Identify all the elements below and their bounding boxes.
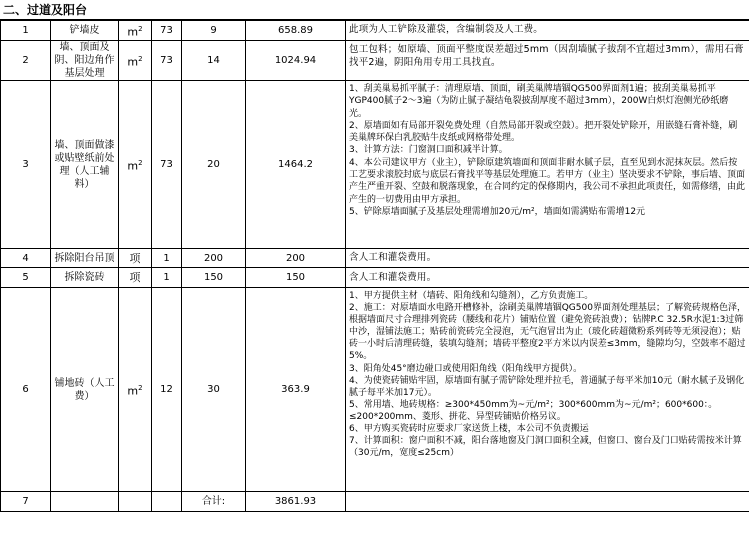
unit: m: [127, 159, 139, 173]
quantity: 12: [152, 288, 182, 492]
unit-superscript: 2: [138, 24, 143, 33]
item-name: [51, 492, 119, 512]
unit-price: 14: [182, 41, 246, 81]
description-line: 含人工和灌袋费用。: [349, 271, 437, 283]
row-number: 4: [1, 249, 51, 268]
unit: 项: [129, 271, 141, 284]
description-line: 5、铲除原墙面腻子及基层处理需增加20元/m²，墙面如需满贴布需增12元: [349, 206, 646, 217]
table-row: [1, 21, 749, 41]
unit: 项: [129, 251, 141, 265]
line-total: 363.9: [246, 288, 346, 492]
description-line: 4、为使瓷砖铺贴牢固，原墙面有腻子需铲除处理并拉毛，普通腻子每平米加10元（耐水腻子及钢化腻子每平米加17元）。: [349, 375, 745, 398]
total-label: 合计:: [182, 492, 246, 512]
row-number: 5: [1, 268, 51, 288]
line-total: 1024.94: [246, 41, 346, 81]
unit-superscript: 2: [138, 383, 143, 392]
grand-total: 3861.93: [246, 492, 346, 512]
section-title: 二、过道及阳台: [0, 0, 749, 20]
line-total: 150: [246, 268, 346, 288]
description: [346, 21, 749, 41]
unit-cell: [119, 249, 152, 268]
description-line: 包工包料；如原墙、顶面平整度误差超过5mm（因刮墙腻子拔刮不宜超过3mm），需用石膏找平2遍，阴阳角用专用工具找直。: [349, 44, 744, 69]
description: [346, 492, 749, 512]
row-number: 1: [1, 21, 51, 41]
quantity: 73: [152, 41, 182, 81]
quantity: [152, 492, 182, 512]
description: [346, 268, 749, 288]
row-number: 3: [1, 81, 51, 249]
unit: m: [127, 25, 139, 39]
unit: m: [127, 55, 139, 69]
quantity: 73: [152, 21, 182, 41]
description-line: 含人工和灌袋费用。: [349, 252, 437, 264]
description-line: 4、本公司建议甲方（业主），铲除原建筑墙面和顶面非耐水腻子层，直至见到水泥抹灰层。然后按工艺要求滚胶封底与底层石膏找平等基层处理施工。若甲方（业主）坚决要求不铲除，事后墙、顶面产生严重开裂、空鼓和脱落现象，在合同约定的保修期内，我公司不承担此项责任，如需修缮，由此产生的一切费用由甲方承担。: [349, 157, 746, 205]
description: [346, 41, 749, 81]
unit-superscript: 2: [138, 54, 143, 63]
description-line: 7、计算面积：窗户面积不减，阳台落地窗及门洞口面积全减，但窗口、窗台及门口贴砖需按米计算（30元/m，宽度≤25cm）: [349, 436, 742, 459]
table-row: [1, 492, 749, 512]
unit-cell: [119, 268, 152, 288]
description: [346, 81, 749, 249]
item-name: 墙、顶面及阴、阳边角作基层处理: [51, 41, 119, 81]
table-row: [1, 288, 749, 492]
unit-cell: [119, 21, 152, 41]
line-total: 200: [246, 249, 346, 268]
quantity: 1: [152, 268, 182, 288]
description-line: 1、刮美巢易抓平腻子：清理原墙、顶面，刷美巢牌墙锢QG500界面剂1遍；披刮美巢易抓平YGP400腻子2～3遍（为防止腻子凝结龟裂披刮厚度不超过3mm），200W白炽灯泡侧光砂纸磨光。: [349, 84, 729, 119]
unit-price: 9: [182, 21, 246, 41]
description-line: 5、常用墙、地砖规格：≥300*450mm为~元/m²；300*600mm为~元/m²；600*600：。≤200*200mm、菱形、拼花、异型砖铺贴价格另议。: [349, 399, 718, 422]
quantity: 1: [152, 249, 182, 268]
table-row: [1, 249, 749, 268]
unit-cell: [119, 492, 152, 512]
row-number: 6: [1, 288, 51, 492]
item-name: 铺地砖（人工费）: [51, 288, 119, 492]
table-row: [1, 268, 749, 288]
description-line: 1、甲方提供主材（墙砖、阳角线和勾缝剂），乙方负责施工。: [349, 291, 594, 301]
description: [346, 249, 749, 268]
row-number: 7: [1, 492, 51, 512]
item-name: 拆除阳台吊顶: [51, 249, 119, 268]
unit-cell: [119, 41, 152, 81]
line-total: 658.89: [246, 21, 346, 41]
description: [346, 288, 749, 492]
description-line: 3、阳角处45°磨边碰口或使用阳角线（阳角线甲方提供）。: [349, 363, 583, 374]
item-name: 铲墙皮: [51, 21, 119, 41]
table-row: [1, 81, 749, 249]
unit-cell: [119, 288, 152, 492]
unit-price: 30: [182, 288, 246, 492]
item-name: 墙、顶面做漆或贴壁纸前处理（人工辅料）: [51, 81, 119, 249]
unit-cell: [119, 81, 152, 249]
unit: m: [127, 384, 139, 398]
line-total: 1464.2: [246, 81, 346, 249]
unit-price: 20: [182, 81, 246, 249]
description-line: 3、计算方法：门窗洞口面积减半计算。: [349, 145, 508, 156]
table-row: [1, 41, 749, 81]
description-line: 6、甲方购买瓷砖时应要求厂家送货上楼，本公司不负责搬运: [349, 424, 589, 435]
description-line: 2、原墙面如有局部开裂免费处理（自然局部开裂或空鼓）。把开裂处铲除开，用嵌缝石膏补缝，刷美巢牌环保白乳胶贴牛皮纸或网格带处理。: [349, 120, 738, 144]
description-line: 此项为人工铲除及灌袋，含编制袋及人工费。: [349, 24, 544, 35]
item-name: 拆除瓷砖: [51, 268, 119, 288]
unit-price: 200: [182, 249, 246, 268]
unit-superscript: 2: [138, 158, 143, 167]
quantity: 73: [152, 81, 182, 249]
quote-table: [0, 20, 749, 512]
description-line: 2、施工：对原墙面水电路开槽修补，涂刷美巢牌墙锢QG500界面剂处理基层；了解瓷砖规格色泽，根据墙面尺寸合理排列瓷砖（腰线和花片）铺贴位置（避免瓷砖浪费）；钻牌P.C 32.5R水泥1:3过筛中沙，湿铺法施工；贴砖前瓷砖完全浸泡，无气泡冒出为止（玻化砖超微粉系列砖等无须浸泡）；贴砖一小时后清理砖缝，装填勾缝剂；墙砖平整度2平方米以内误差≤3mm，缝隙均匀，空鼓率不超过5%。: [349, 303, 746, 362]
row-number: 2: [1, 41, 51, 81]
unit-price: 150: [182, 268, 246, 288]
